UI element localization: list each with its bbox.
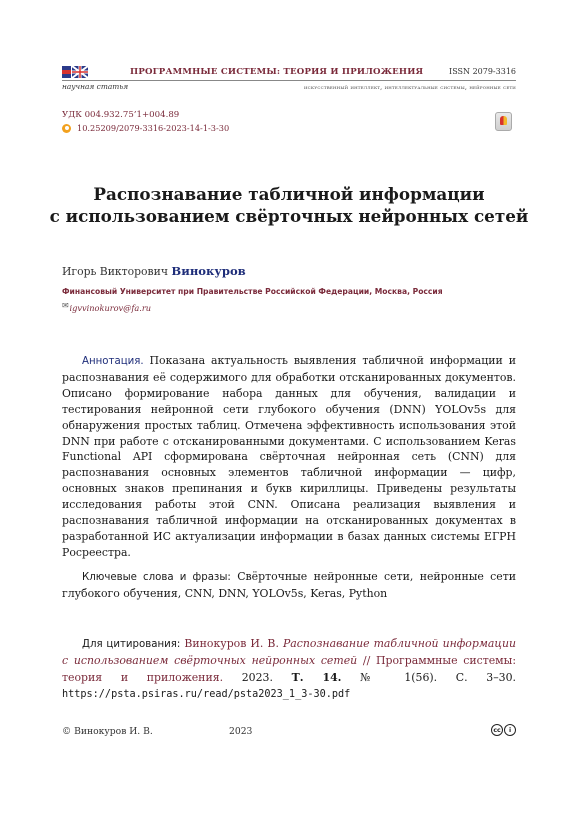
by-icon: i: [504, 724, 516, 736]
cc-license-badge[interactable]: [491, 724, 516, 736]
crossmark-icon[interactable]: [495, 112, 512, 131]
article-sections: искусственный интеллект, интеллектуальные системы, нейронные сети: [303, 83, 516, 91]
citation: [62, 636, 516, 703]
citation-issue-pages: № 1(56). С. 3–30.: [360, 670, 516, 684]
author-name: [62, 264, 246, 278]
author-surname: Винокуров: [171, 264, 246, 278]
copyright: © Винокуров И. В.: [62, 726, 153, 737]
keywords-text: Свёрточные нейронные сети, нейронные сети глубокого обучения, CNN, DNN, YOLOv5s, Keras, Python: [62, 570, 516, 600]
footer-year: 2023: [229, 726, 253, 737]
author-given-names: Игорь Викторович: [62, 265, 168, 278]
citation-author[interactable]: Винокуров И. В.: [184, 637, 279, 650]
article-type: научная статья: [62, 82, 129, 91]
keywords-label: Ключевые слова и фразы:: [82, 572, 231, 583]
header-rule: [62, 80, 516, 81]
citation-volume: Т. 14.: [291, 670, 342, 684]
author-email-row[interactable]: [62, 301, 151, 313]
citation-title[interactable]: Распознавание табличной информации с использованием свёрточных нейронных сетей: [62, 637, 516, 668]
author-email[interactable]: igvvinokurov@fa.ru: [69, 303, 152, 313]
issn: ISSN 2079-3316: [449, 67, 516, 76]
doi-icon: [62, 124, 71, 133]
doi-link[interactable]: 10.25209/2079-3316-2023-14-1-3-30: [77, 123, 230, 133]
abstract-text: Показана актуальность выявления табличной информации и распознавания её содержимого для обработки отсканированных документов. Описано формирование набора данных для обучения, валидации и тестирования нейронной сети глубокого обучения (DNN) YOLOv5s для обнаружения простых таблиц. Отмечена эффективность использования этой DNN при работе с отсканированными документами. С использованием Keras Functional API сформирована свёрточная нейронная сеть (CNN) для распознавания основных элементов табличной информации — цифр, основных знаков препинания и букв кириллицы. Приведены результаты исследования работы этой CNN. Описана реализация выявления и распознавания табличной информации на отсканированных документах в разработанной ИС актуализации информации в базах данных системы ЕГРН Росреестра.: [62, 354, 516, 559]
doi-row[interactable]: [62, 123, 229, 133]
citation-label: Для цитирования:: [82, 639, 181, 650]
citation-journal[interactable]: // Программные системы: теория и приложения.: [62, 654, 516, 684]
author-affiliation: Финансовый Университет при Правительстве Российской Федерации, Москва, Россия: [62, 287, 443, 296]
abstract-label: Аннотация.: [82, 356, 144, 367]
journal-logo: [62, 66, 88, 78]
citation-year: 2023.: [241, 670, 273, 684]
title-line-2: с использованием свёрточных нейронных сетей: [49, 206, 529, 226]
keywords: [62, 569, 516, 602]
article-title: [0, 183, 578, 227]
abstract: [62, 353, 516, 561]
title-line-1: Распознавание табличной информации: [93, 184, 485, 204]
mail-icon: ✉: [62, 301, 69, 310]
citation-url[interactable]: https://psta.psiras.ru/read/psta2023_1_3-30.pdf: [62, 688, 351, 700]
journal-title: ПРОГРАММНЫЕ СИСТЕМЫ: ТЕОРИЯ И ПРИЛОЖЕНИЯ: [130, 67, 424, 77]
cc-icon: cc: [491, 724, 503, 736]
udc-code: УДК 004.932.75’1+004.89: [62, 110, 180, 120]
